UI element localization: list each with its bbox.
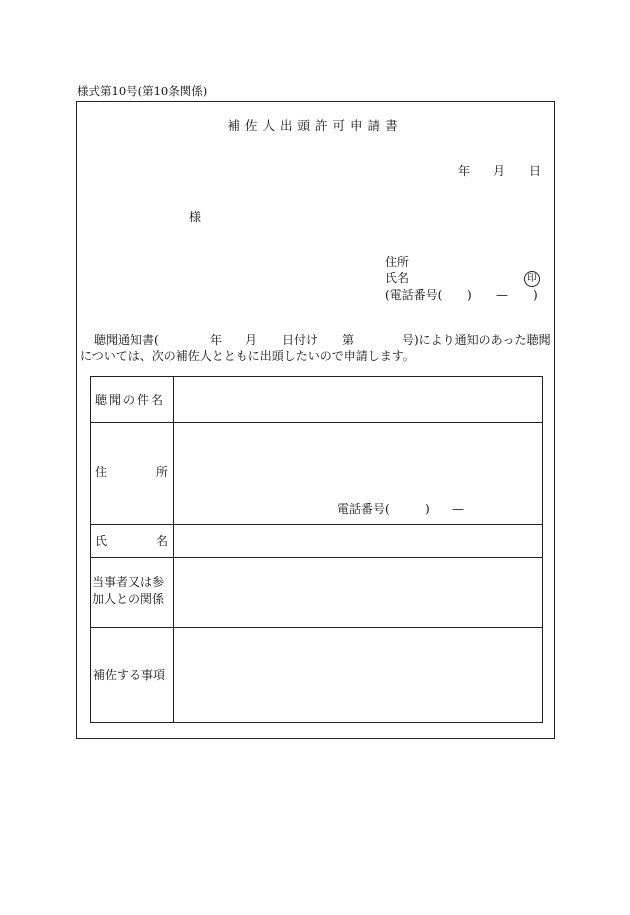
date-year-label: 年 — [458, 164, 471, 178]
table-phone-dash: — — [452, 502, 464, 516]
date-month-label: 月 — [493, 164, 506, 178]
body-notice-month: 月 — [245, 333, 258, 347]
table-column-divider — [173, 376, 174, 723]
body-notice-number-prefix: 第 — [342, 333, 355, 347]
table-row-divider — [90, 627, 543, 628]
body-notice-suffix: 号)により通知のあった聴聞 — [402, 333, 551, 347]
row-label-address-char2: 所 — [156, 465, 169, 479]
seal-mark: 印 — [524, 271, 540, 287]
sender-phone-paren-close: ) — [467, 288, 472, 302]
table-phone-paren-close: ) — [425, 502, 430, 516]
row-label-address-char1: 住 — [95, 465, 108, 479]
table-row-divider — [90, 557, 543, 558]
form-title: 補佐人出頭許可申請書 — [227, 118, 403, 133]
sender-phone-close: ) — [533, 288, 538, 302]
row-label-assist-matters: 補佐する事項 — [93, 668, 166, 682]
table-row-divider — [90, 524, 543, 525]
body-request-text: については、次の補佐人とともに出頭したいので申請します。 — [80, 349, 415, 363]
sender-phone-label: (電話番号( — [385, 288, 443, 302]
row-label-name-char2: 名 — [156, 534, 169, 548]
row-label-relationship-line1: 当事者又は参 — [92, 575, 165, 589]
row-label-hearing-subject: 聴聞の件名 — [95, 393, 166, 407]
body-notice-prefix: 聴聞通知書( — [94, 333, 159, 347]
addressee-honorific: 様 — [189, 210, 202, 224]
table-phone-label: 電話番号( — [337, 502, 390, 516]
row-label-relationship-line2: 加人との関係 — [92, 592, 165, 606]
table-row-divider — [90, 422, 543, 423]
row-label-name-char1: 氏 — [95, 534, 108, 548]
sender-phone-dash: — — [496, 288, 508, 302]
sender-name-label: 氏名 — [385, 271, 410, 285]
body-notice-dated: 日付け — [282, 333, 319, 347]
sender-address-label: 住所 — [385, 255, 410, 269]
form-number-label: 様式第10号(第10条関係) — [77, 84, 208, 98]
date-day-label: 日 — [529, 164, 542, 178]
body-notice-year: 年 — [210, 333, 223, 347]
